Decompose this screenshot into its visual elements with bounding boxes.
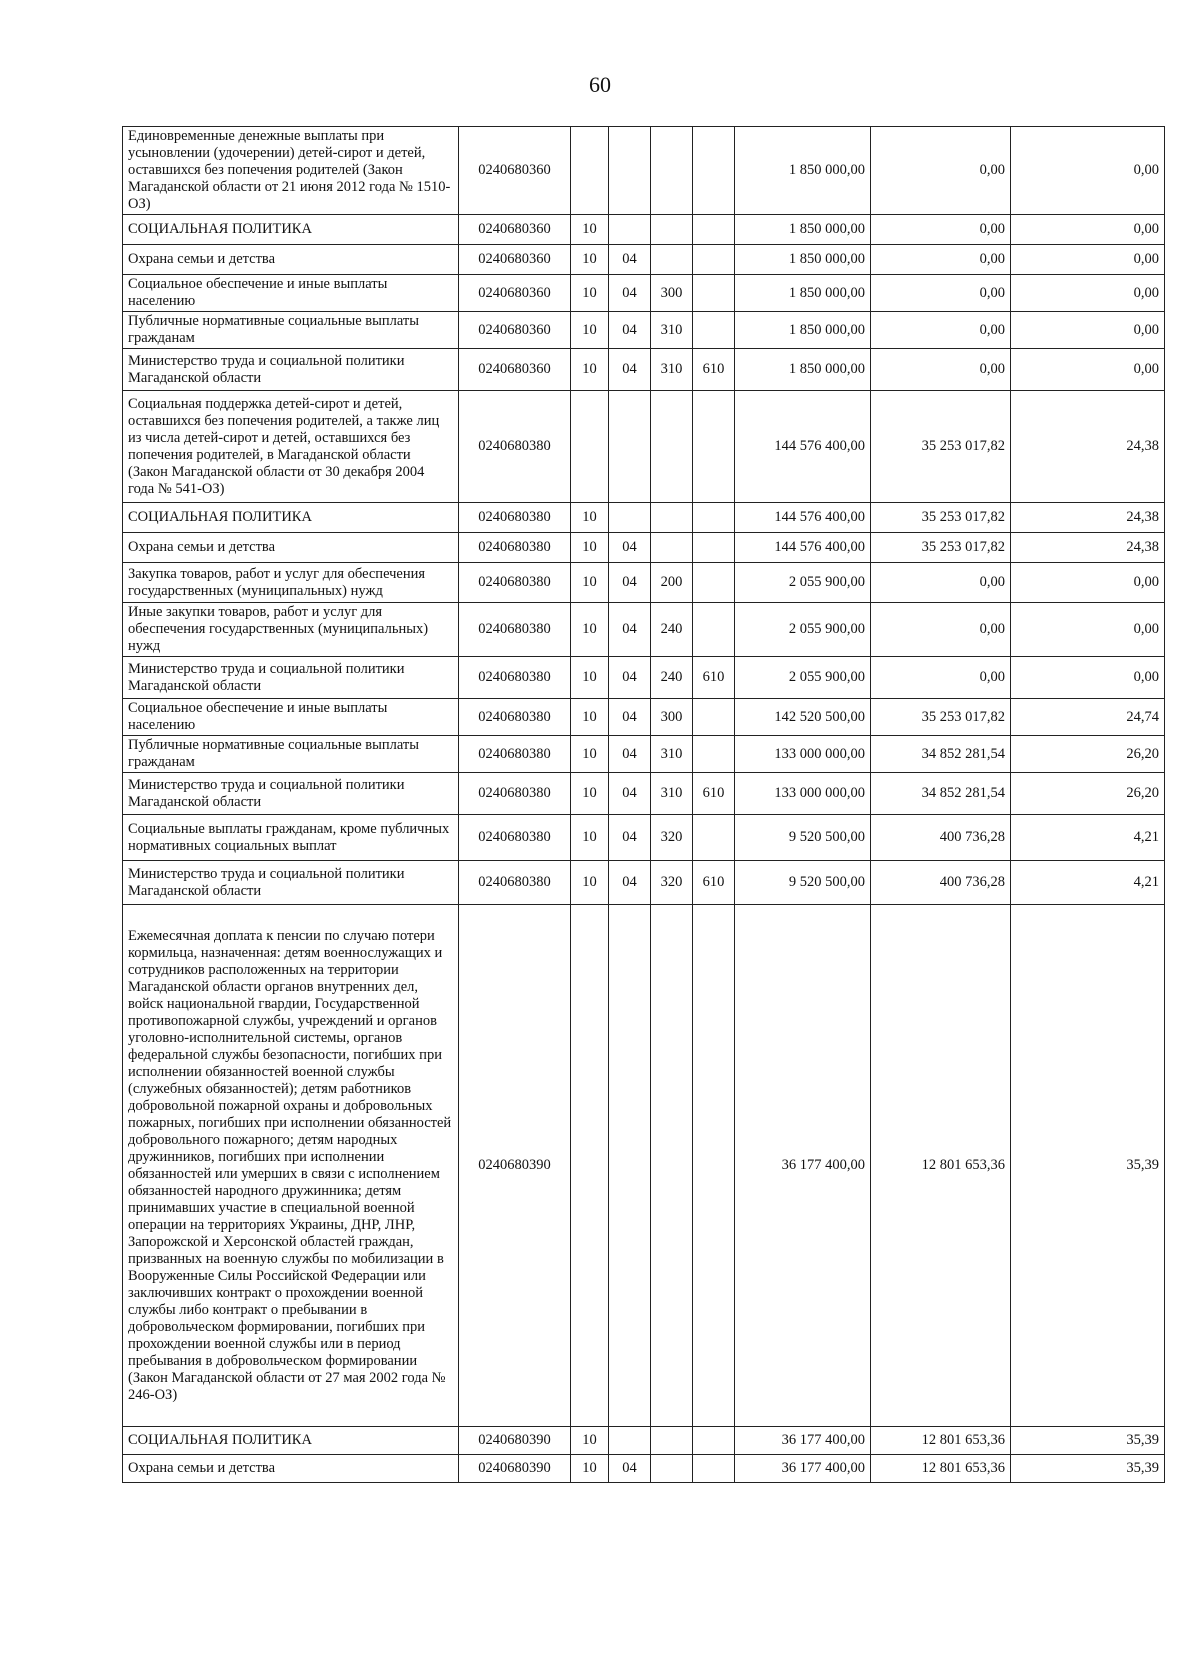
table-cell-subsection bbox=[609, 503, 651, 533]
table-cell-code: 0240680390 bbox=[459, 1427, 571, 1455]
table-cell-section: 10 bbox=[571, 245, 609, 275]
table-cell-expense-type: 310 bbox=[651, 349, 693, 391]
table-cell-actual-amount: 0,00 bbox=[871, 215, 1011, 245]
table-cell-department: 610 bbox=[693, 657, 735, 699]
table-cell-percent: 24,74 bbox=[1011, 699, 1165, 736]
table-cell-section: 10 bbox=[571, 503, 609, 533]
table-cell-expense-type: 320 bbox=[651, 861, 693, 905]
table-cell-percent: 0,00 bbox=[1011, 563, 1165, 603]
table-cell-name: Охрана семьи и детства bbox=[123, 533, 459, 563]
table-cell-percent: 35,39 bbox=[1011, 905, 1165, 1427]
table-cell-percent: 4,21 bbox=[1011, 815, 1165, 861]
table-cell-planned-amount: 133 000 000,00 bbox=[735, 773, 871, 815]
table-cell-section: 10 bbox=[571, 861, 609, 905]
table-cell-code: 0240680360 bbox=[459, 127, 571, 215]
table-cell-planned-amount: 9 520 500,00 bbox=[735, 861, 871, 905]
table-cell-department bbox=[693, 391, 735, 503]
table-cell-planned-amount: 1 850 000,00 bbox=[735, 349, 871, 391]
table-cell-subsection: 04 bbox=[609, 563, 651, 603]
table-cell-percent: 0,00 bbox=[1011, 245, 1165, 275]
table-cell-section: 10 bbox=[571, 773, 609, 815]
table-cell-department bbox=[693, 736, 735, 773]
table-cell-percent: 4,21 bbox=[1011, 861, 1165, 905]
table-cell-percent: 24,38 bbox=[1011, 533, 1165, 563]
table-cell-actual-amount: 0,00 bbox=[871, 275, 1011, 312]
table-row bbox=[123, 657, 1165, 699]
table-cell-expense-type bbox=[651, 391, 693, 503]
table-cell-subsection bbox=[609, 127, 651, 215]
table-cell-planned-amount: 2 055 900,00 bbox=[735, 603, 871, 657]
table-cell-department bbox=[693, 127, 735, 215]
budget-table bbox=[122, 126, 1165, 1483]
table-cell-actual-amount: 34 852 281,54 bbox=[871, 773, 1011, 815]
table-cell-section: 10 bbox=[571, 275, 609, 312]
table-cell-percent: 35,39 bbox=[1011, 1427, 1165, 1455]
table-cell-name: Социальные выплаты гражданам, кроме публичных нормативных социальных выплат bbox=[123, 815, 459, 861]
table-cell-name: Публичные нормативные социальные выплаты гражданам bbox=[123, 312, 459, 349]
table-cell-subsection: 04 bbox=[609, 312, 651, 349]
table-row bbox=[123, 736, 1165, 773]
table-cell-percent: 0,00 bbox=[1011, 312, 1165, 349]
table-cell-expense-type: 310 bbox=[651, 773, 693, 815]
table-cell-planned-amount: 2 055 900,00 bbox=[735, 657, 871, 699]
table-cell-percent: 24,38 bbox=[1011, 503, 1165, 533]
table-cell-name: Министерство труда и социальной политики Магаданской области bbox=[123, 657, 459, 699]
table-cell-actual-amount: 12 801 653,36 bbox=[871, 1427, 1011, 1455]
table-cell-planned-amount: 1 850 000,00 bbox=[735, 312, 871, 349]
table-cell-code: 0240680390 bbox=[459, 905, 571, 1427]
table-cell-actual-amount: 12 801 653,36 bbox=[871, 905, 1011, 1427]
table-cell-subsection: 04 bbox=[609, 275, 651, 312]
table-cell-section: 10 bbox=[571, 699, 609, 736]
table-cell-expense-type bbox=[651, 503, 693, 533]
table-cell-subsection: 04 bbox=[609, 861, 651, 905]
table-cell-code: 0240680380 bbox=[459, 603, 571, 657]
table-cell-code: 0240680380 bbox=[459, 391, 571, 503]
table-cell-subsection: 04 bbox=[609, 533, 651, 563]
table-row bbox=[123, 215, 1165, 245]
table-row bbox=[123, 245, 1165, 275]
table-cell-actual-amount: 0,00 bbox=[871, 312, 1011, 349]
table-cell-planned-amount: 9 520 500,00 bbox=[735, 815, 871, 861]
table-cell-code: 0240680360 bbox=[459, 245, 571, 275]
table-cell-planned-amount: 133 000 000,00 bbox=[735, 736, 871, 773]
table-cell-code: 0240680380 bbox=[459, 657, 571, 699]
table-cell-subsection bbox=[609, 905, 651, 1427]
table-cell-department bbox=[693, 603, 735, 657]
table-cell-code: 0240680360 bbox=[459, 312, 571, 349]
table-cell-section: 10 bbox=[571, 1455, 609, 1483]
table-cell-name: Закупка товаров, работ и услуг для обеспечения государственных (муниципальных) нужд bbox=[123, 563, 459, 603]
table-cell-expense-type bbox=[651, 1427, 693, 1455]
table-cell-subsection: 04 bbox=[609, 603, 651, 657]
table-cell-actual-amount: 0,00 bbox=[871, 349, 1011, 391]
table-cell-actual-amount: 35 253 017,82 bbox=[871, 503, 1011, 533]
table-cell-name: Министерство труда и социальной политики Магаданской области bbox=[123, 773, 459, 815]
table-cell-name: Единовременные денежные выплаты при усыновлении (удочерении) детей-сирот и детей, оставшихся без попечения родителей (Закон Магаданской области от 21 июня 2012 года № 1510-ОЗ) bbox=[123, 127, 459, 215]
table-cell-code: 0240680360 bbox=[459, 275, 571, 312]
table-cell-department bbox=[693, 1427, 735, 1455]
table-cell-planned-amount: 36 177 400,00 bbox=[735, 1455, 871, 1483]
table-cell-actual-amount: 400 736,28 bbox=[871, 861, 1011, 905]
table-cell-department bbox=[693, 815, 735, 861]
table-cell-planned-amount: 1 850 000,00 bbox=[735, 215, 871, 245]
table-cell-name: Социальная поддержка детей-сирот и детей, оставшихся без попечения родителей, а также лиц из числа детей-сирот и детей, оставшихся без попечения родителей, в Магаданской области (Закон Магаданской области от 30 декабря 2004 года № 541-ОЗ) bbox=[123, 391, 459, 503]
table-cell-department bbox=[693, 312, 735, 349]
table-cell-name: Охрана семьи и детства bbox=[123, 1455, 459, 1483]
table-cell-actual-amount: 35 253 017,82 bbox=[871, 699, 1011, 736]
table-cell-expense-type: 310 bbox=[651, 736, 693, 773]
table-cell-planned-amount: 1 850 000,00 bbox=[735, 127, 871, 215]
table-row bbox=[123, 773, 1165, 815]
table-cell-section: 10 bbox=[571, 312, 609, 349]
table-cell-section: 10 bbox=[571, 1427, 609, 1455]
table-cell-department bbox=[693, 245, 735, 275]
table-cell-actual-amount: 35 253 017,82 bbox=[871, 391, 1011, 503]
table-row bbox=[123, 815, 1165, 861]
table-cell-expense-type bbox=[651, 1455, 693, 1483]
table-cell-name: Иные закупки товаров, работ и услуг для обеспечения государственных (муниципальных) нужд bbox=[123, 603, 459, 657]
table-row bbox=[123, 1427, 1165, 1455]
table-row bbox=[123, 533, 1165, 563]
table-cell-department bbox=[693, 699, 735, 736]
table-cell-name: СОЦИАЛЬНАЯ ПОЛИТИКА bbox=[123, 503, 459, 533]
table-cell-section: 10 bbox=[571, 563, 609, 603]
table-cell-expense-type bbox=[651, 905, 693, 1427]
table-cell-expense-type: 200 bbox=[651, 563, 693, 603]
table-cell-department: 610 bbox=[693, 773, 735, 815]
table-cell-section: 10 bbox=[571, 603, 609, 657]
table-cell-section bbox=[571, 391, 609, 503]
table-cell-subsection: 04 bbox=[609, 699, 651, 736]
table-row bbox=[123, 127, 1165, 215]
table-cell-percent: 0,00 bbox=[1011, 127, 1165, 215]
table-cell-name: Социальное обеспечение и иные выплаты населению bbox=[123, 275, 459, 312]
table-cell-section: 10 bbox=[571, 349, 609, 391]
table-cell-actual-amount: 0,00 bbox=[871, 603, 1011, 657]
table-cell-percent: 26,20 bbox=[1011, 773, 1165, 815]
table-cell-department bbox=[693, 275, 735, 312]
table-cell-code: 0240680380 bbox=[459, 815, 571, 861]
table-cell-planned-amount: 1 850 000,00 bbox=[735, 245, 871, 275]
table-cell-code: 0240680380 bbox=[459, 563, 571, 603]
table-cell-planned-amount: 36 177 400,00 bbox=[735, 905, 871, 1427]
table-cell-planned-amount: 36 177 400,00 bbox=[735, 1427, 871, 1455]
table-cell-percent: 35,39 bbox=[1011, 1455, 1165, 1483]
table-cell-expense-type bbox=[651, 215, 693, 245]
table-cell-code: 0240680380 bbox=[459, 503, 571, 533]
table-cell-code: 0240680380 bbox=[459, 699, 571, 736]
table-cell-name: СОЦИАЛЬНАЯ ПОЛИТИКА bbox=[123, 215, 459, 245]
table-cell-department bbox=[693, 503, 735, 533]
table-cell-department bbox=[693, 1455, 735, 1483]
table-cell-actual-amount: 12 801 653,36 bbox=[871, 1455, 1011, 1483]
table-cell-percent: 26,20 bbox=[1011, 736, 1165, 773]
table-row bbox=[123, 312, 1165, 349]
table-cell-name: Министерство труда и социальной политики Магаданской области bbox=[123, 349, 459, 391]
table-cell-code: 0240680380 bbox=[459, 773, 571, 815]
table-row bbox=[123, 563, 1165, 603]
table-body bbox=[123, 127, 1165, 1483]
table-cell-planned-amount: 144 576 400,00 bbox=[735, 533, 871, 563]
table-cell-actual-amount: 400 736,28 bbox=[871, 815, 1011, 861]
table-cell-subsection: 04 bbox=[609, 815, 651, 861]
table-row bbox=[123, 905, 1165, 1427]
table-cell-name: Публичные нормативные социальные выплаты гражданам bbox=[123, 736, 459, 773]
table-cell-expense-type bbox=[651, 533, 693, 563]
table-cell-planned-amount: 2 055 900,00 bbox=[735, 563, 871, 603]
table-cell-percent: 0,00 bbox=[1011, 603, 1165, 657]
table-cell-section: 10 bbox=[571, 533, 609, 563]
table-cell-percent: 0,00 bbox=[1011, 215, 1165, 245]
table-cell-actual-amount: 34 852 281,54 bbox=[871, 736, 1011, 773]
table-cell-expense-type: 240 bbox=[651, 603, 693, 657]
table-cell-code: 0240680390 bbox=[459, 1455, 571, 1483]
table-cell-expense-type bbox=[651, 127, 693, 215]
table-row bbox=[123, 861, 1165, 905]
table-cell-name: Министерство труда и социальной политики Магаданской области bbox=[123, 861, 459, 905]
table-cell-planned-amount: 144 576 400,00 bbox=[735, 503, 871, 533]
table-cell-expense-type: 240 bbox=[651, 657, 693, 699]
table-cell-planned-amount: 142 520 500,00 bbox=[735, 699, 871, 736]
table-cell-name: СОЦИАЛЬНАЯ ПОЛИТИКА bbox=[123, 1427, 459, 1455]
table-cell-subsection: 04 bbox=[609, 773, 651, 815]
table-cell-section: 10 bbox=[571, 657, 609, 699]
table-cell-actual-amount: 0,00 bbox=[871, 657, 1011, 699]
table-cell-section: 10 bbox=[571, 736, 609, 773]
table-cell-expense-type: 320 bbox=[651, 815, 693, 861]
table-cell-planned-amount: 144 576 400,00 bbox=[735, 391, 871, 503]
table-row bbox=[123, 503, 1165, 533]
table-cell-expense-type: 300 bbox=[651, 699, 693, 736]
table-cell-department bbox=[693, 563, 735, 603]
table-cell-subsection: 04 bbox=[609, 1455, 651, 1483]
table-row bbox=[123, 1455, 1165, 1483]
table-cell-name: Социальное обеспечение и иные выплаты населению bbox=[123, 699, 459, 736]
table-cell-percent: 0,00 bbox=[1011, 349, 1165, 391]
table-cell-code: 0240680360 bbox=[459, 215, 571, 245]
table-cell-percent: 0,00 bbox=[1011, 657, 1165, 699]
table-cell-code: 0240680360 bbox=[459, 349, 571, 391]
table-cell-subsection bbox=[609, 215, 651, 245]
table-cell-actual-amount: 35 253 017,82 bbox=[871, 533, 1011, 563]
table-cell-subsection: 04 bbox=[609, 349, 651, 391]
table-cell-department: 610 bbox=[693, 349, 735, 391]
table-cell-subsection: 04 bbox=[609, 736, 651, 773]
table-cell-actual-amount: 0,00 bbox=[871, 563, 1011, 603]
table-row bbox=[123, 603, 1165, 657]
table-cell-actual-amount: 0,00 bbox=[871, 245, 1011, 275]
page-number: 60 bbox=[589, 72, 611, 97]
table-cell-subsection bbox=[609, 1427, 651, 1455]
table-cell-code: 0240680380 bbox=[459, 861, 571, 905]
table-cell-expense-type: 300 bbox=[651, 275, 693, 312]
table-cell-planned-amount: 1 850 000,00 bbox=[735, 275, 871, 312]
table-cell-section bbox=[571, 127, 609, 215]
table-cell-section: 10 bbox=[571, 815, 609, 861]
table-cell-section bbox=[571, 905, 609, 1427]
table-row bbox=[123, 275, 1165, 312]
table-cell-name: Ежемесячная доплата к пенсии по случаю потери кормильца, назначенная: детям военнослужащих и сотрудников расположенных на территории Магаданской области органов внутренних дел, войск национальной гвардии, Государственной противопожарной службы, учреждений и органов уголовно-исполнительной системы, органов федеральной службы безопасности, погибших при исполнении обязанностей военной службы (служебных обязанностей); детям работников добровольной пожарной охраны и добровольных пожарных, погибших при исполнении обязанностей добровольного пожарного; детям народных дружинников, погибших при исполнении обязанностей или умерших в связи с исполнением обязанностей народного дружинника; детям принимавших участие в специальной военной операции на территориях Украины, ДНР, ЛНР, Запорожской и Херсонской областей граждан, призванных на военную службы по мобилизации в Вооруженные Силы Российской Федерации или заключивших контракт о прохождении военной службы либо контракт о пребывании в добровольческом формировании, погибших при прохождении военной службы или в период пребывания в добровольческом формировании (Закон Магаданской области от 27 мая 2002 года № 246-ОЗ) bbox=[123, 905, 459, 1427]
table-cell-section: 10 bbox=[571, 215, 609, 245]
table-cell-expense-type: 310 bbox=[651, 312, 693, 349]
table-cell-subsection: 04 bbox=[609, 657, 651, 699]
table-cell-expense-type bbox=[651, 245, 693, 275]
table-cell-name: Охрана семьи и детства bbox=[123, 245, 459, 275]
table-row bbox=[123, 349, 1165, 391]
table-cell-department: 610 bbox=[693, 861, 735, 905]
table-cell-code: 0240680380 bbox=[459, 533, 571, 563]
table-cell-department bbox=[693, 215, 735, 245]
table-cell-code: 0240680380 bbox=[459, 736, 571, 773]
table-cell-percent: 0,00 bbox=[1011, 275, 1165, 312]
table-row bbox=[123, 699, 1165, 736]
table-cell-department bbox=[693, 905, 735, 1427]
table-cell-department bbox=[693, 533, 735, 563]
table-row bbox=[123, 391, 1165, 503]
table-cell-actual-amount: 0,00 bbox=[871, 127, 1011, 215]
table-cell-subsection bbox=[609, 391, 651, 503]
table-cell-percent: 24,38 bbox=[1011, 391, 1165, 503]
table-cell-subsection: 04 bbox=[609, 245, 651, 275]
